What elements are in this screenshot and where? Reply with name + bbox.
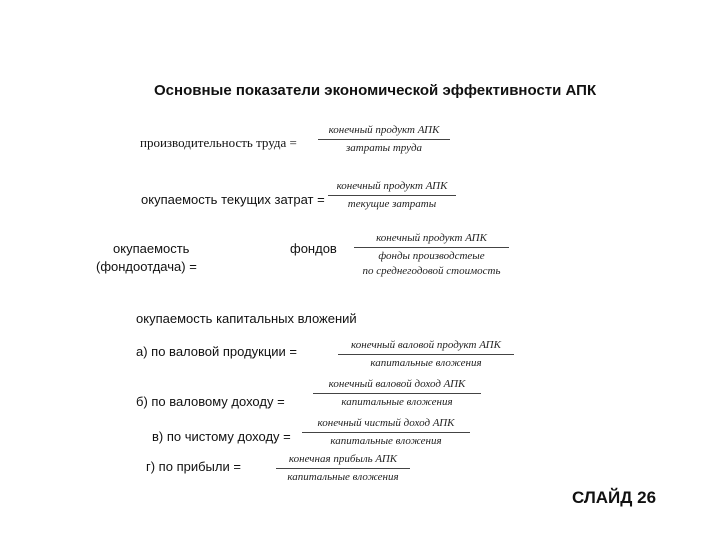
capital-item-d-fraction [276,452,410,485]
fraction-numerator: конечный продукт АПК [376,232,487,244]
slide-number: СЛАЙД 26 [572,488,657,507]
current-costs-fraction [328,179,456,212]
fraction-bar [313,393,481,394]
fraction-bar [276,468,410,469]
fraction-numerator: конечный продукт АПК [336,180,448,192]
fraction-denominator: капитальные вложения [370,357,482,369]
fraction-denominator-line2: по среднегодовой стоимость [362,265,501,277]
labor-productivity-label: производительность труда = [140,135,297,150]
capital-heading: окупаемость капитальных вложений [136,311,357,326]
capital-item-b-fraction [313,377,481,410]
capital-item-c-fraction [302,416,470,449]
page-title: Основные показатели экономической эффективности АПК [154,82,597,99]
fraction-numerator: конечный валовой доход АПК [328,378,466,390]
fraction-bar [338,354,514,355]
fraction-denominator: текущие затраты [347,198,437,210]
funds-label-line1: окупаемость [113,241,190,256]
capital-item-a-label: а) по валовой продукции = [136,344,298,359]
funds-fraction [354,231,509,279]
fraction-denominator-line1: фонды производстеые [378,250,485,262]
capital-item-b-label: б) по валовому доходу = [136,394,285,409]
fraction-numerator: конечная прибыль АПК [288,453,398,465]
fraction-bar [318,139,450,140]
fraction-numerator: конечный валовой продукт АПК [351,339,501,351]
fraction-denominator: капитальные вложения [330,435,442,447]
funds-label-line2: (фондоотдача) = [96,259,197,274]
fraction-bar [302,432,470,433]
current-costs-label: окупаемость текущих затрат = [141,192,325,207]
funds-label-mid: фондов [290,241,337,256]
fraction-denominator: капитальные вложения [341,396,453,408]
fraction-numerator: конечный чистый доход АПК [317,417,455,429]
fraction-bar [354,247,509,248]
fraction-denominator: капитальные вложения [287,471,399,483]
capital-item-d-label: г) по прибыли = [146,459,241,474]
capital-item-a-fraction [338,338,514,371]
fraction-denominator: затраты труда [345,142,423,154]
capital-item-c-label: в) по чистому доходу = [152,429,291,444]
fraction-bar [328,195,456,196]
labor-productivity-fraction [318,123,450,156]
fraction-numerator: конечный продукт АПК [328,124,440,136]
